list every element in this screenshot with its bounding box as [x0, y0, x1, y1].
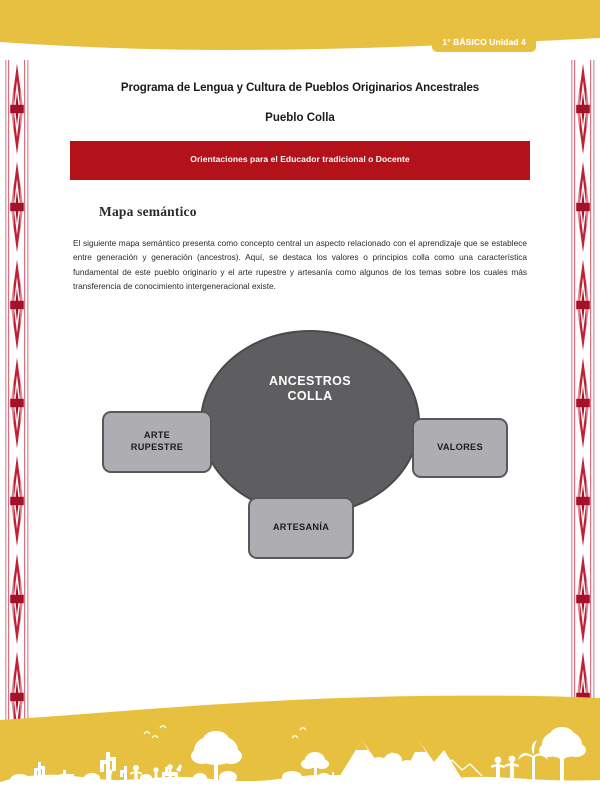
node-label: VALORES — [437, 442, 483, 453]
node-label-line2: RUPESTRE — [130, 442, 184, 452]
diagram-node-arte-rupestre — [102, 411, 212, 473]
page-title: Programa de Lengua y Cultura de Pueblos Originarios Ancestrales — [120, 82, 480, 94]
node-label: ARTESANÍA — [272, 522, 330, 533]
diagram-node-artesania — [248, 497, 354, 559]
center-label-line2: COLLA — [287, 389, 333, 404]
orientation-banner: Orientaciones para el Educador tradicional o Docente — [70, 141, 530, 180]
section-heading: Mapa semántico — [99, 204, 197, 219]
node-label-line1: ARTE — [143, 430, 171, 441]
section-paragraph: El siguiente mapa semántico presenta como concepto central un aspecto relacionado con el aprendizaje que se establece entre generación y generación (ancestros). Aquí, se destaca los valores o principios colla como una característica fundamental de este pueblo originario y el arte rupestre y artesanía como algunos de los temas sobre los cuales más transferencia de conocimiento intergeneracional existe. — [73, 238, 527, 291]
main-content — [40, 70, 560, 293]
footer-landscape-illustration — [0, 690, 600, 800]
node-label — [131, 430, 183, 454]
diagram-center-circle — [200, 330, 420, 515]
center-label-line1: ANCESTROS — [268, 374, 352, 388]
unit-badge: 1° BÁSICO Unidad 4 — [432, 33, 536, 52]
page-subtitle: Pueblo Colla — [265, 112, 335, 124]
diagram-node-valores — [412, 418, 508, 478]
diagram-center-label — [202, 374, 418, 405]
semantic-map-diagram — [0, 325, 600, 575]
